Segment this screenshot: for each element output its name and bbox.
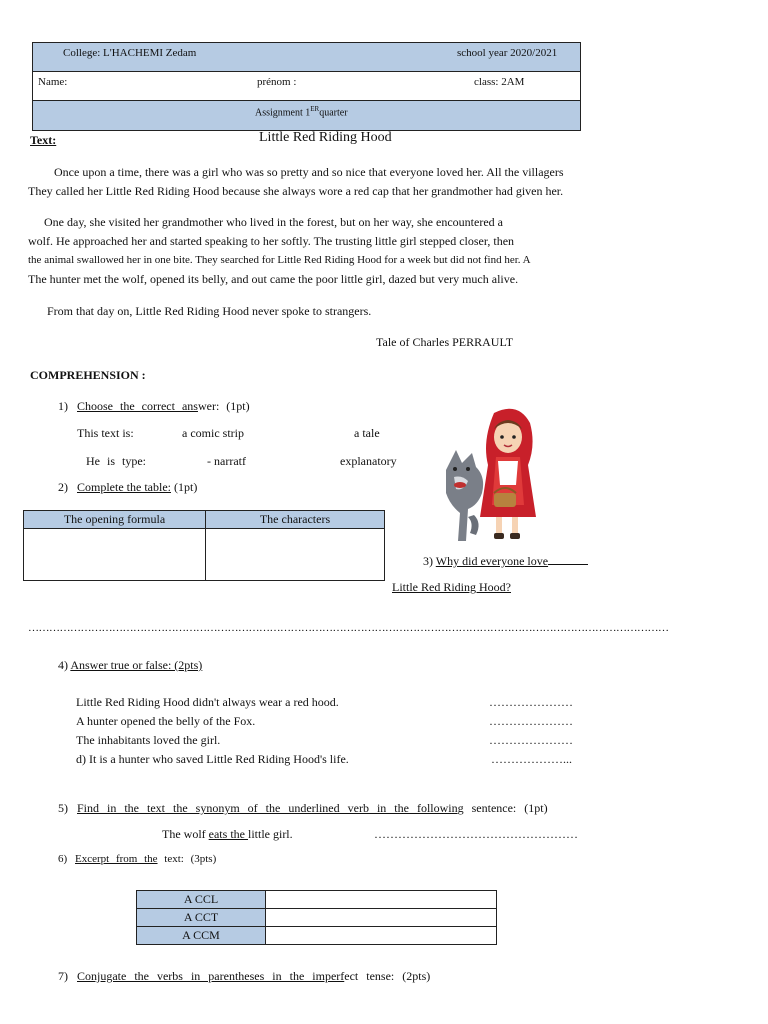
complements-table [136, 890, 497, 945]
q5-sentence: The wolf eats the little girl. [162, 827, 293, 841]
q1-option-tale[interactable]: a tale [354, 426, 380, 440]
story-paragraph-1: Once upon a time, there was a girl who was so pretty and so nice that everyone loved her. All the villagers They called her Little Red Riding Hood because she always wore a red cap that her grandmother had given her. [28, 165, 564, 198]
red-riding-hood-illustration [438, 405, 538, 550]
header-row-assignment [32, 100, 581, 131]
tf-blank-3[interactable]: ………………… [489, 733, 573, 747]
cell-characters[interactable] [206, 529, 385, 581]
answer-dotted-line[interactable]: ………………………………………………………………………………………………………………………………………………………………… [28, 622, 669, 634]
prenom-field: prénom : [257, 76, 297, 88]
q3-line1: 3) Why did everyone love [423, 554, 588, 569]
q1-option-narrative[interactable]: - narratf [207, 454, 246, 468]
q1-row1-label: This text is: [77, 426, 134, 440]
tf-blank-1[interactable]: ………………… [489, 695, 573, 709]
story-source: Tale of Charles PERRAULT [376, 335, 514, 349]
col-characters: The characters [206, 511, 385, 529]
q1-number: 1) [58, 399, 68, 413]
school-year: school year 2020/2021 [457, 47, 558, 59]
q6-label: Excerpt from the text: (3pts) [75, 853, 217, 865]
q1-option-comic-strip[interactable]: a comic strip [182, 426, 244, 440]
row-ccm-label: A CCM [137, 927, 266, 945]
q3-line2: Little Red Riding Hood? [392, 580, 511, 594]
q5-number: 5) [58, 801, 68, 815]
col-opening-formula: The opening formula [24, 511, 206, 529]
q7-label: Conjugate the verbs in parentheses in the imperfect tense: (2pts) [77, 969, 431, 983]
story-paragraph-3: From that day on, Little Red Riding Hood never spoke to strangers. [47, 304, 372, 318]
q1-label: Choose the correct answer: (1pt) [77, 399, 250, 413]
q5-label: Find in the text the synonym of the underlined verb in the following sentence: (1pt) [77, 801, 548, 815]
tf-blank-4[interactable]: ………………... [491, 752, 572, 766]
name-field: Name: [38, 76, 68, 88]
q1-row2-label: He is type: [86, 454, 146, 468]
header-row-college [32, 42, 581, 72]
row-cct-answer[interactable] [266, 909, 497, 927]
cell-opening-formula[interactable] [24, 529, 206, 581]
class-field: class: 2AM [474, 76, 525, 88]
tf-item-4: d) It is a hunter who saved Little Red Riding Hood's life. [76, 752, 349, 766]
text-label: Text: [30, 133, 57, 147]
tf-item-2: A hunter opened the belly of the Fox. [76, 714, 256, 728]
opening-characters-table [23, 510, 385, 581]
header-row-student [32, 71, 581, 101]
header-table [32, 42, 581, 131]
tf-blank-2[interactable]: ………………… [489, 714, 573, 728]
q1-option-explanatory[interactable]: explanatory [340, 454, 397, 468]
row-ccm-answer[interactable] [266, 927, 497, 945]
q4-label: 4) Answer true or false: (2pts) [58, 658, 203, 672]
tf-item-1: Little Red Riding Hood didn't always wear a red hood. [76, 695, 339, 709]
row-cct-label: A CCT [137, 909, 266, 927]
q5-answer-blank[interactable]: …………………………………………… [374, 827, 578, 841]
q6-number: 6) [58, 853, 68, 865]
assignment-title: Assignment 1ERquarter [255, 105, 348, 119]
row-ccl-answer[interactable] [266, 891, 497, 909]
tf-item-3: The inhabitants loved the girl. [76, 733, 221, 747]
wolf-figure [446, 450, 483, 541]
row-ccl-label: A CCL [137, 891, 266, 909]
q2-number: 2) [58, 480, 68, 494]
story-title: Little Red Riding Hood [259, 130, 392, 145]
story-paragraph-2: One day, she visited her grandmother who lived in the forest, but on her way, she encountered a wolf. He approached her and started speaking to her softly. The trusting little girl stepped closer, then the animal swallowed her in one bite. They searched for Little Red Riding Hood for a week but did not find her. A The hunter met the wolf, opened its belly, and out came the poor little girl, dazed but very much alive. [28, 215, 531, 286]
comprehension-heading: COMPREHENSION : [30, 368, 146, 382]
girl-figure [480, 409, 536, 539]
q2-label: Complete the table: (1pt) [77, 480, 198, 494]
q7-number: 7) [58, 969, 68, 983]
college-name: College: L'HACHEMI Zedam [63, 47, 197, 59]
